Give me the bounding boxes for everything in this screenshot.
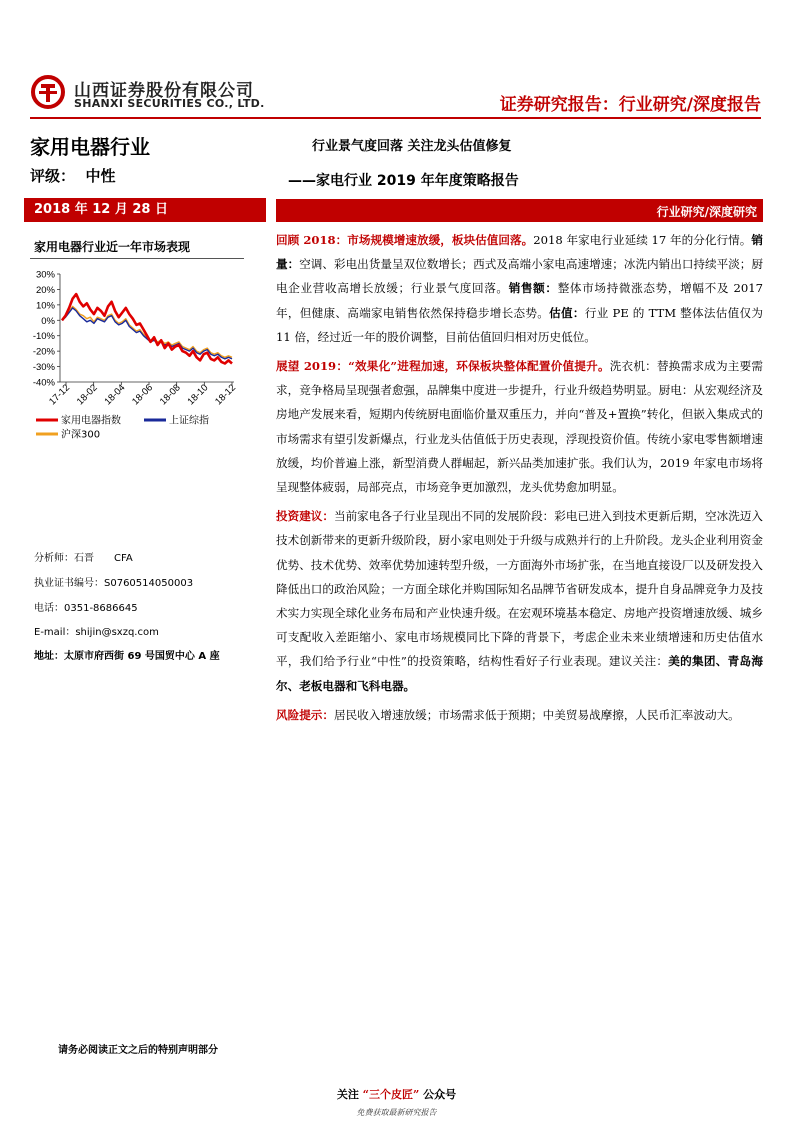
disclaimer: 请务必阅读正文之后的特别声明部分 [58,1045,218,1056]
review-heading: 回顾 2018：市场规模增速放缓，板块估值回落。 [276,233,534,247]
legend-label: 沪深300 [61,429,101,441]
outlook-text: 洗衣机：替换需求成为主要需求，竞争格局呈现强者愈强，品牌集中度进一步提升，行业升级趋势明显。厨电：从宏观经济及房地产发展来看，短期内传统厨电面临价量双重压力，并向“普及+置换”转化，但嵌入集成式的市场需求有望引发新爆点，行业龙头估值低于历史表现，浮现投资价值。传统小家电零售额增速放缓，均价普遍上涨，新型消费人群崛起，新兴品类加速扩张。我们认为，2019 年家电市场将呈现整体疲弱，局部亮点，市场竞争更加激烈，龙头优势愈加明显。 [276,359,763,495]
company-name-cn: 山西证券股份有限公司 [74,81,254,101]
y-tick-label: -10% [32,331,55,343]
legend-label: 上证综指 [169,415,209,427]
report-category: 行业研究/深度研究 [276,199,763,222]
x-tick-label: 17-12 [47,382,73,408]
x-tick-label: 18-02 [74,382,100,408]
series-line-appliance-index [62,294,232,363]
address: 地址：太原市府西街 69 号国贸中心 A 座 [34,651,220,662]
paragraph-review [276,228,763,349]
report-type: 证券研究报告：行业研究/深度报告 [499,95,761,115]
rating [30,165,115,186]
valuation-label: 估值： [549,305,585,320]
revenue-label: 销售额： [508,281,558,296]
follow-brand: “三个皮匠” [362,1088,420,1101]
x-tick-label: 18-10 [185,382,211,408]
paragraph-outlook [276,354,763,499]
y-tick-label: 30% [35,269,55,281]
phone: 电话：0351-8686645 [34,603,138,614]
y-tick-label: 10% [35,300,55,312]
report-date: 2018 年 12 月 28 日 [24,198,266,222]
y-tick-label: 0% [41,315,55,327]
review-text: 2018 年家电行业延续 17 年的分化行情。 [533,233,752,247]
paragraph-risk [276,703,763,727]
free-reports-note: 免费获取最新研究报告 [356,1108,437,1117]
y-tick-label: -40% [32,377,55,389]
report-subtitle: 行业景气度回落 关注龙头估值修复 [312,139,512,154]
revenue-text: 整体市场持微涨态势，增幅不及 2017 年，但健康、高端家电销售依然保持稳步增长态势。 [276,281,763,320]
follow-note [0,1086,793,1102]
x-tick-label: 18-12 [213,382,239,408]
risk-heading: 风险提示： [276,707,334,722]
follow-a: 关注 [336,1088,359,1101]
x-tick-label: 18-08 [157,382,183,408]
header-divider [30,117,761,119]
x-tick-label: 18-06 [130,382,156,408]
y-tick-label: -30% [32,362,55,374]
outlook-heading: 展望 2019：“效果化”进程加速，环保板块整体配置价值提升。 [276,359,610,374]
rating-label: 评级： [30,167,76,185]
company-name-en: SHANXI SECURITIES CO., LTD. [74,97,265,110]
industry-name: 家用电器行业 [30,135,150,159]
sales-label: 销量： [276,233,763,272]
y-tick-label: 20% [35,284,55,296]
cert-number: 执业证书编号：S0760514050003 [34,578,194,589]
investment-heading: 投资建议： [276,509,334,524]
risk-text: 居民收入增速放缓；市场需求低于预期；中美贸易战摩擦，人民币汇率波动大。 [333,707,740,722]
sales-text: 空调、彩电出货量呈双位数增长；西式及高端小家电高速增速；冰洗内销出口持续平淡；厨电企业营收高增长放缓；行业景气度回落。 [276,257,763,296]
market-performance-chart [24,262,246,452]
x-tick-label: 18-04 [102,382,128,408]
paragraph-investment [276,504,763,698]
focus-companies: 美的集团、青岛海尔、老板电器和飞科电器。 [276,654,763,693]
y-tick-label: -20% [32,346,55,358]
valuation-text: 行业 PE 的 TTM 整体法估值仅为 11 倍，经过近一年的股价调整，目前估值回归相对历史低位。 [276,305,763,344]
report-title: ——家电行业 2019 年年度策略报告 [288,173,519,189]
chart-title-underline [30,258,244,259]
analyst: 分析师：石晋 CFA [34,553,133,564]
follow-c: 公众号 [423,1088,457,1101]
report-body [276,228,763,732]
chart-title: 家用电器行业近一年市场表现 [34,240,191,254]
investment-text: 当前家电各子行业呈现出不同的发展阶段：彩电已进入到技术更新后期，空冰洗迈入技术创新带来的更新升级阶段，厨小家电则处于升级与成熟并行的上升阶段。龙头企业利用资金优势、技术优势、效率优势加速转型升级，一方面海外市场扩张，在当地直接设厂以及研发投入降低出口的政治风险；一方面全球化并购国际知名品牌节省研发成本，提升自身品牌竞争力及技术实力实现全球化业务布局和产业快速升级。在宏观环境基本稳定、房地产投资增速放缓、城乡可支配收入差距缩小、家电市场规模同比下降的背景下，考虑企业未来业绩增速和历史估值水平，我们给予行业“中性”的投资策略，结构性看好子行业表现。建议关注： [276,509,763,669]
rating-value: 中性 [85,167,116,185]
legend-label: 家用电器指数 [61,415,121,427]
company-logo [30,74,66,110]
email: E-mail：shijin@sxzq.com [34,627,159,638]
